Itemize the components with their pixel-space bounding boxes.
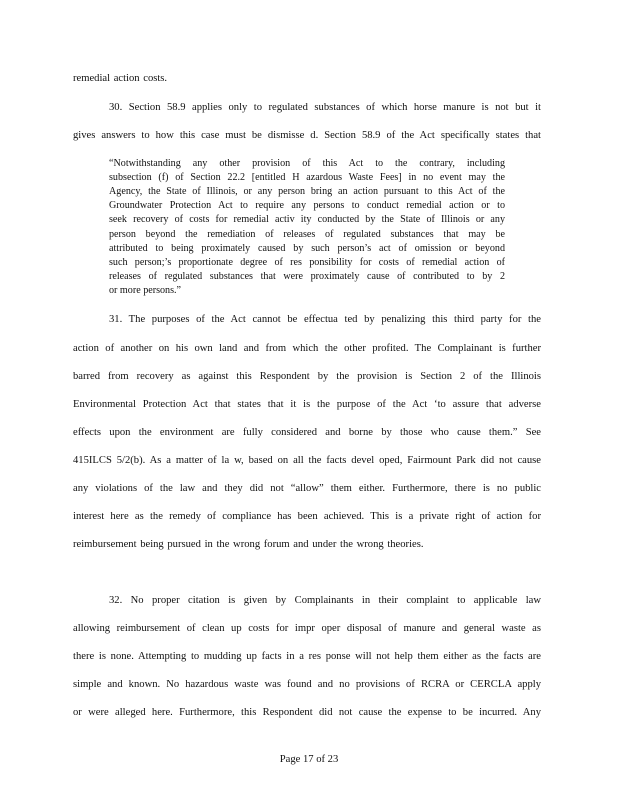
paragraph-line: there is none. Attempting to mudding up facts in a res ponse will not help them either as the facts are — [73, 651, 541, 662]
quote-line: Agency, the State of Illinois, or any person bring an action pursuant to this Act of the — [109, 186, 505, 197]
paragraph-line: interest here as the remedy of compliance has been achieved. This is a private right of action for — [73, 511, 541, 522]
paragraph-line: any violations of the law and they did not “allow” them either. Furthermore, there is no public — [73, 483, 541, 494]
paragraph-line: action of another on his own land and from which the other profited. The Complainant is further — [73, 343, 541, 354]
paragraph-line: allowing reimbursement of clean up costs for impr oper disposal of manure and general waste as — [73, 623, 541, 634]
paragraph-line: or were alleged here. Furthermore, this Respondent did not cause the expense to be incurred. Any — [73, 707, 541, 718]
paragraph-line: 415ILCS 5/2(b). As a matter of la w, based on all the facts devel oped, Fairmount Park did not cause — [73, 455, 541, 466]
quote-line: “Notwithstanding any other provision of this Act to the contrary, including — [109, 158, 505, 169]
quote-line: person beyond the remediation of releases of regulated substances that may be — [109, 229, 505, 240]
quote-line: subsection (f) of Section 22.2 [entitled H azardous Waste Fees] in no event may the — [109, 172, 505, 183]
quote-line: or more persons.” — [109, 285, 182, 296]
paragraph-line: Environmental Protection Act that states that it is the purpose of the Act ‘to assure that adverse — [73, 399, 541, 410]
paragraph-line: gives answers to how this case must be dismisse d. Section 58.9 of the Act specifically states that — [73, 130, 541, 141]
paragraph-line: reimbursement being pursued in the wrong forum and under the wrong theories. — [73, 539, 424, 550]
quote-line: attributed to being proximately caused by such person’s act of omission or beyond — [109, 243, 505, 254]
paragraph-line: effects upon the environment are fully considered and borne by those who cause them.” See — [73, 427, 541, 438]
paragraph-line: 32. No proper citation is given by Complainants in their complaint to applicable law — [109, 595, 541, 606]
quote-line: such person;’s proportionate degree of res ponsibility for costs of remedial action of — [109, 257, 505, 268]
paragraph-line: 31. The purposes of the Act cannot be effectua ted by penalizing this third party for the — [109, 314, 541, 325]
paragraph-line: 30. Section 58.9 applies only to regulated substances of which horse manure is not but it — [109, 102, 541, 113]
page-number-footer: Page 17 of 23 — [279, 754, 339, 765]
paragraph-line: barred from recovery as against this Respondent by the provision is Section 2 of the Illinois — [73, 371, 541, 382]
quote-line: seek recovery of costs for remedial activ ity conducted by the State of Illinois or any — [109, 214, 505, 225]
quote-line: releases of regulated substances that were proximately cause of contributed to by 2 — [109, 271, 505, 282]
carryover-line: remedial action costs. — [73, 73, 168, 84]
paragraph-line: simple and known. No hazardous waste was found and no provisions of RCRA or CERCLA apply — [73, 679, 541, 690]
quote-line: Groundwater Protection Act to require any persons to conduct remedial action or to — [109, 200, 505, 211]
